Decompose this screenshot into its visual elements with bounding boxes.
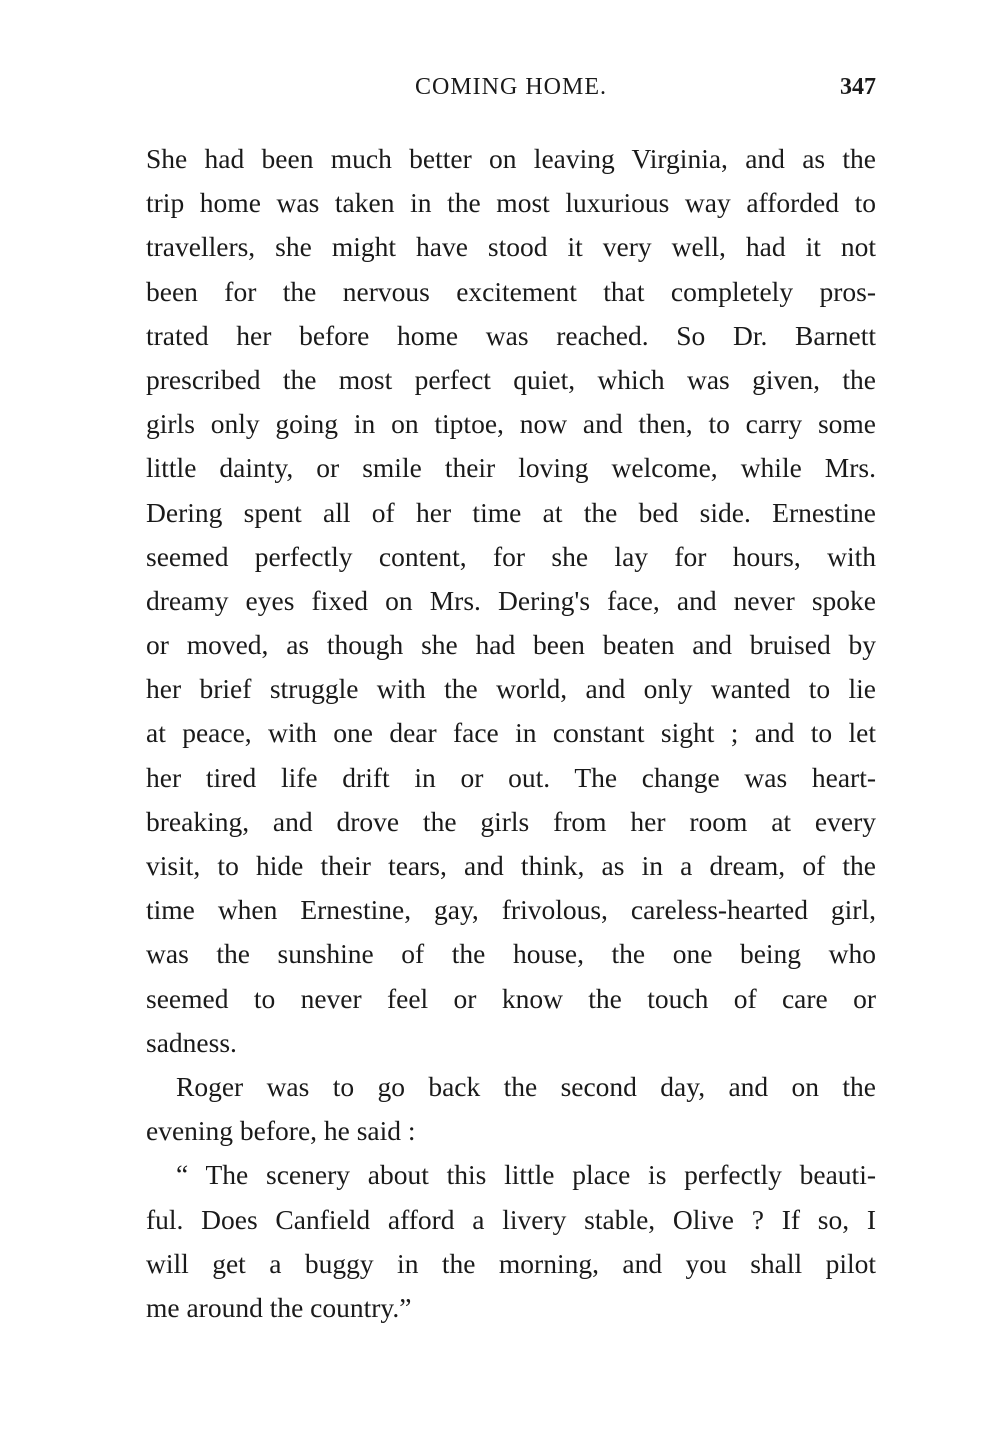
text-line: She had been much better on leaving Virginia, and as the [146, 143, 876, 174]
text-line: seemed to never feel or know the touch of care or [146, 982, 876, 1014]
page-number: 347 [840, 74, 876, 100]
text-line: little dainty, or smile their loving welcome, while Mrs. [146, 452, 876, 484]
text-line: Dering spent all of her time at the bed side. Ernestine [146, 496, 876, 528]
text-line: trip home was taken in the most luxurious way afforded to [146, 187, 876, 219]
text-line: travellers, she might have stood it very well, had it not [146, 231, 876, 263]
running-title: COMING HOME. [415, 74, 607, 100]
running-head [146, 74, 876, 108]
text-line: been for the nervous excitement that completely pros- [146, 275, 876, 307]
text-line: sadness. [146, 1026, 237, 1058]
text-line: or moved, as though she had been beaten and bruised by [146, 629, 876, 661]
text-line: time when Ernestine, gay, frivolous, careless-hearted girl, [146, 894, 876, 926]
paragraph [146, 1153, 876, 1330]
text-line: evening before, he said : [146, 1115, 416, 1147]
text-line: Roger was to go back the second day, and on the [176, 1070, 876, 1102]
text-line: seemed perfectly content, for she lay for hours, with [146, 540, 876, 572]
text-line: breaking, and drove the girls from her room at every [146, 805, 876, 837]
text-line: was the sunshine of the house, the one being who [146, 938, 876, 970]
text-line: dreamy eyes fixed on Mrs. Dering's face, and never spoke [146, 584, 876, 616]
paragraph [146, 137, 876, 1065]
text-line: ful. Does Canfield afford a livery stable, Olive ? If so, I [146, 1203, 876, 1235]
paragraph [146, 1065, 876, 1153]
text-line: trated her before home was reached. So Dr. Barnett [146, 319, 876, 351]
text-line: girls only going in on tiptoe, now and then, to carry some [146, 408, 876, 440]
text-line: will get a buggy in the morning, and you shall pilot [146, 1247, 876, 1279]
body-text [146, 137, 876, 1330]
text-line: me around the country.” [146, 1291, 412, 1323]
text-line: her tired life drift in or out. The change was heart- [146, 761, 876, 793]
text-line: “ The scenery about this little place is perfectly beauti- [176, 1159, 876, 1191]
text-line: visit, to hide their tears, and think, as in a dream, of the [146, 850, 876, 881]
text-line: at peace, with one dear face in constant sight ; and to let [146, 717, 876, 749]
text-line: her brief struggle with the world, and only wanted to lie [146, 673, 876, 705]
text-line: prescribed the most perfect quiet, which was given, the [146, 363, 876, 395]
